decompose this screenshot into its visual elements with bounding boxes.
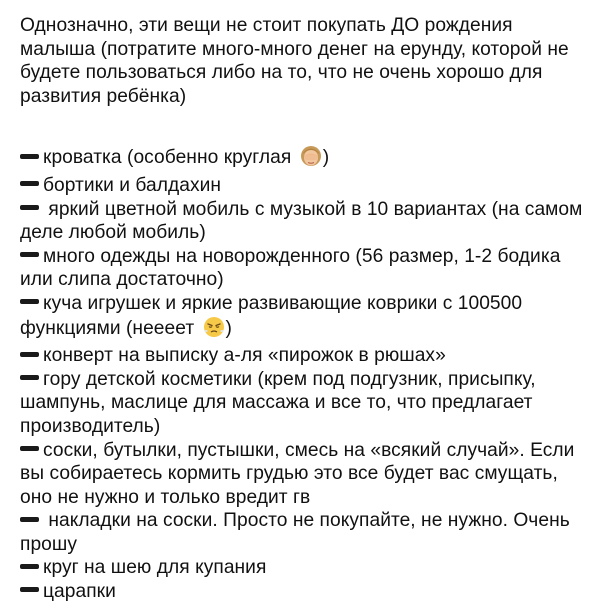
dash-icon [20, 517, 39, 522]
dash-icon [20, 205, 39, 210]
dash-icon [20, 587, 39, 592]
list-item: царапки [20, 580, 585, 604]
list-item: конверт на выписку а-ля «пирожок в рюшах» [20, 344, 585, 368]
list [20, 145, 585, 603]
dash-icon [20, 564, 39, 569]
intro-paragraph: Однозначно, эти вещи не стоит покупать ДО рождения малыша (потратите много-много денег на ерунду, которой не будете пользоваться либо на то, что не очень хорошо для развития ребёнка) [20, 15, 569, 107]
list-item: накладки на соски. Просто не покупайте, не нужно. Очень прошу [20, 510, 570, 555]
dash-icon [20, 252, 39, 257]
list-item: куча игрушек и яркие развивающие коврики с 100500 функциями (неееет ) [20, 292, 585, 344]
list-item: соски, бутылки, пустышки, смесь на «всякий случай». Если вы собираетесь кормить грудью это все будет вас смущать, оно не нужно и только вредит гв [20, 439, 575, 508]
dash-icon [20, 446, 39, 451]
dash-icon [20, 299, 39, 304]
list-item: яркий цветной мобиль с музыкой в 10 вариантах (на самом деле любой мобиль) [20, 198, 583, 244]
dash-icon [20, 352, 39, 357]
dash-icon [20, 154, 39, 159]
dash-icon [20, 375, 39, 380]
facepalm-woman-emoji-icon [299, 145, 323, 174]
list-item: бортики и балдахин [20, 174, 585, 198]
steaming-face-emoji-icon [202, 316, 226, 345]
list-item: гору детской косметики (крем под подгузник, присыпку, шампунь, маслице для массажа и все то, что предлагает производитель) [20, 368, 536, 437]
list-item: кроватка (особенно круглая ) [20, 145, 585, 174]
dash-icon [20, 181, 39, 186]
list-item: много одежды на новорожденного (56 размер, 1-2 бодика или слипа достаточно) [20, 245, 561, 291]
list-item: круг на шею для купания [20, 556, 585, 580]
post-text [20, 14, 585, 604]
